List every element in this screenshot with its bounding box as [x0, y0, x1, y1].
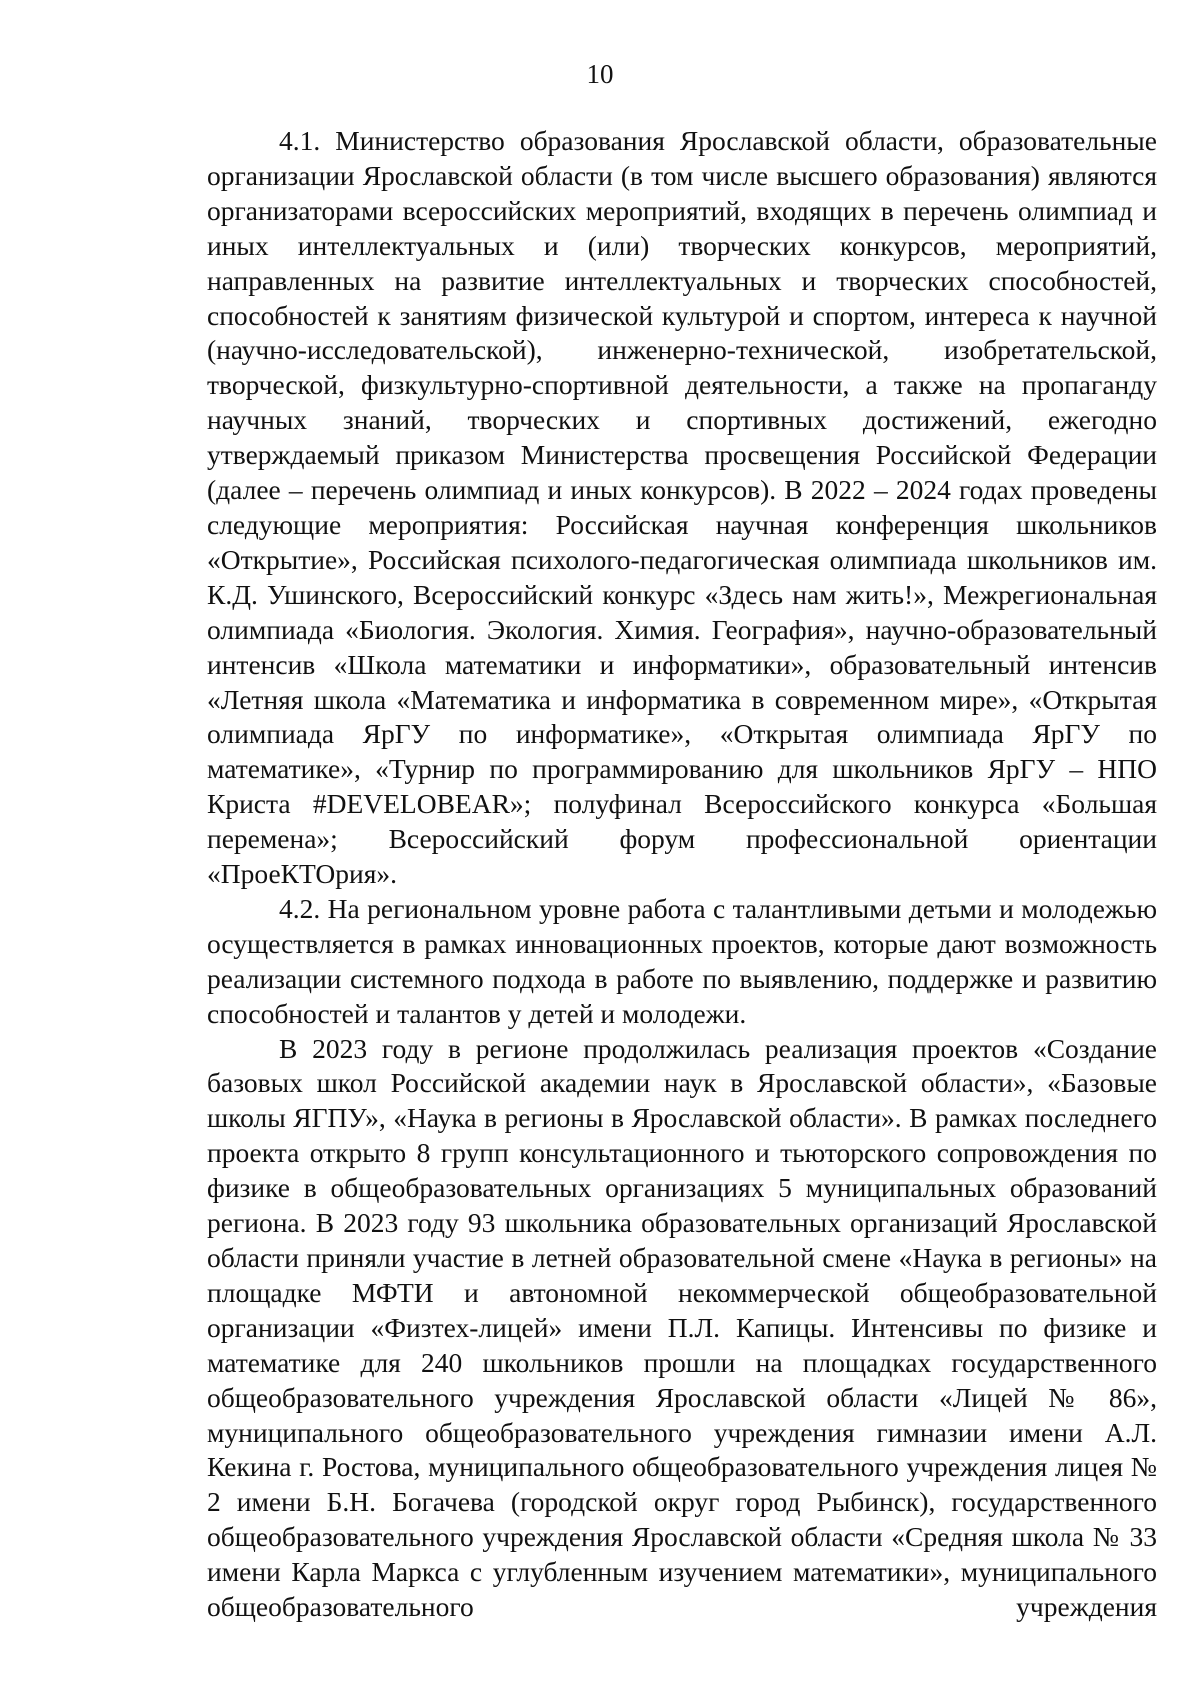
page-number: 10 — [586, 59, 614, 89]
paragraph-4-2: 4.2. На региональном уровне работа с талантливыми детьми и молодежью осуществляется в рамках инновационных проектов, которые дают возможность реализации системного подхода в работе по выявлению, поддержке и развитию способностей и талантов у детей и молодежи. — [207, 892, 1157, 1029]
document-body — [207, 124, 1157, 1625]
paragraph-2023-projects: В 2023 году в регионе продолжилась реализация проектов «Создание базовых школ Российской академии наук в Ярославской области», «Базовые школы ЯГПУ», «Наука в регионы в Ярославской области». В рамках последнего проекта открыто 8 групп консультационного и тьюторского сопровождения по физике в общеобразовательных организациях 5 муниципальных образований региона. В 2023 году 93 школьника образовательных организаций Ярославской области приняли участие в летней образовательной смене «Наука в регионы» на площадке МФТИ и автономной некоммерческой общеобразовательной организации «Физтех-лицей» имени П.Л. Капицы. Интенсивы по физике и математике для 240 школьников прошли на площадках государственного общеобразовательного учреждения Ярославской области «Лицей № 86», муниципального общеобразовательного учреждения гимназии имени А.Л. Кекина г. Ростова, муниципального общеобразовательного учреждения лицея № 2 имени Б.Н. Богачева (городской округ город Рыбинск), государственного общеобразовательного учреждения Ярославской области «Средняя школа № 33 имени Карла Маркса с углубленным изучением математики», муниципального общеобразовательного учреждения — [207, 1032, 1157, 1623]
paragraph-4-1: 4.1. Министерство образования Ярославской области, образовательные организации Ярославской области (в том числе высшего образования) являются организаторами всероссийских мероприятий, входящих в перечень олимпиад и иных интеллектуальных и (или) творческих конкурсов, мероприятий, направленных на развитие интеллектуальных и творческих способностей, способностей к занятиям физической культурой и спортом, интереса к научной (научно-исследовательской), инженерно-технической, изобретательской, творческой, физкультурно-спортивной деятельности, а также на пропаганду научных знаний, творческих и спортивных достижений, ежегодно утверждаемый приказом Министерства просвещения Российской Федерации (далее – перечень олимпиад и иных конкурсов). В 2022 – 2024 годах проведены следующие мероприятия: Российская научная конференция школьников «Открытие», Российская психолого-педагогическая олимпиада школьников им. К.Д. Ушинского, Всероссийский конкурс «Здесь нам жить!», Межрегиональная олимпиада «Биология. Экология. Химия. География», научно-образовательный интенсив «Школа математики и информатики», образовательный интенсив «Летняя школа «Математика и информатика в современном мире», «Открытая олимпиада ЯрГУ по информатике», «Открытая олимпиада ЯрГУ по математике», «Турнир по программированию для школьников ЯрГУ – НПО Криста #DEVELOBEAR»; полуфинал Всероссийского конкурса «Большая перемена»; Всероссийский форум профессиональной ориентации «ПроеКТОрия». — [207, 125, 1157, 890]
